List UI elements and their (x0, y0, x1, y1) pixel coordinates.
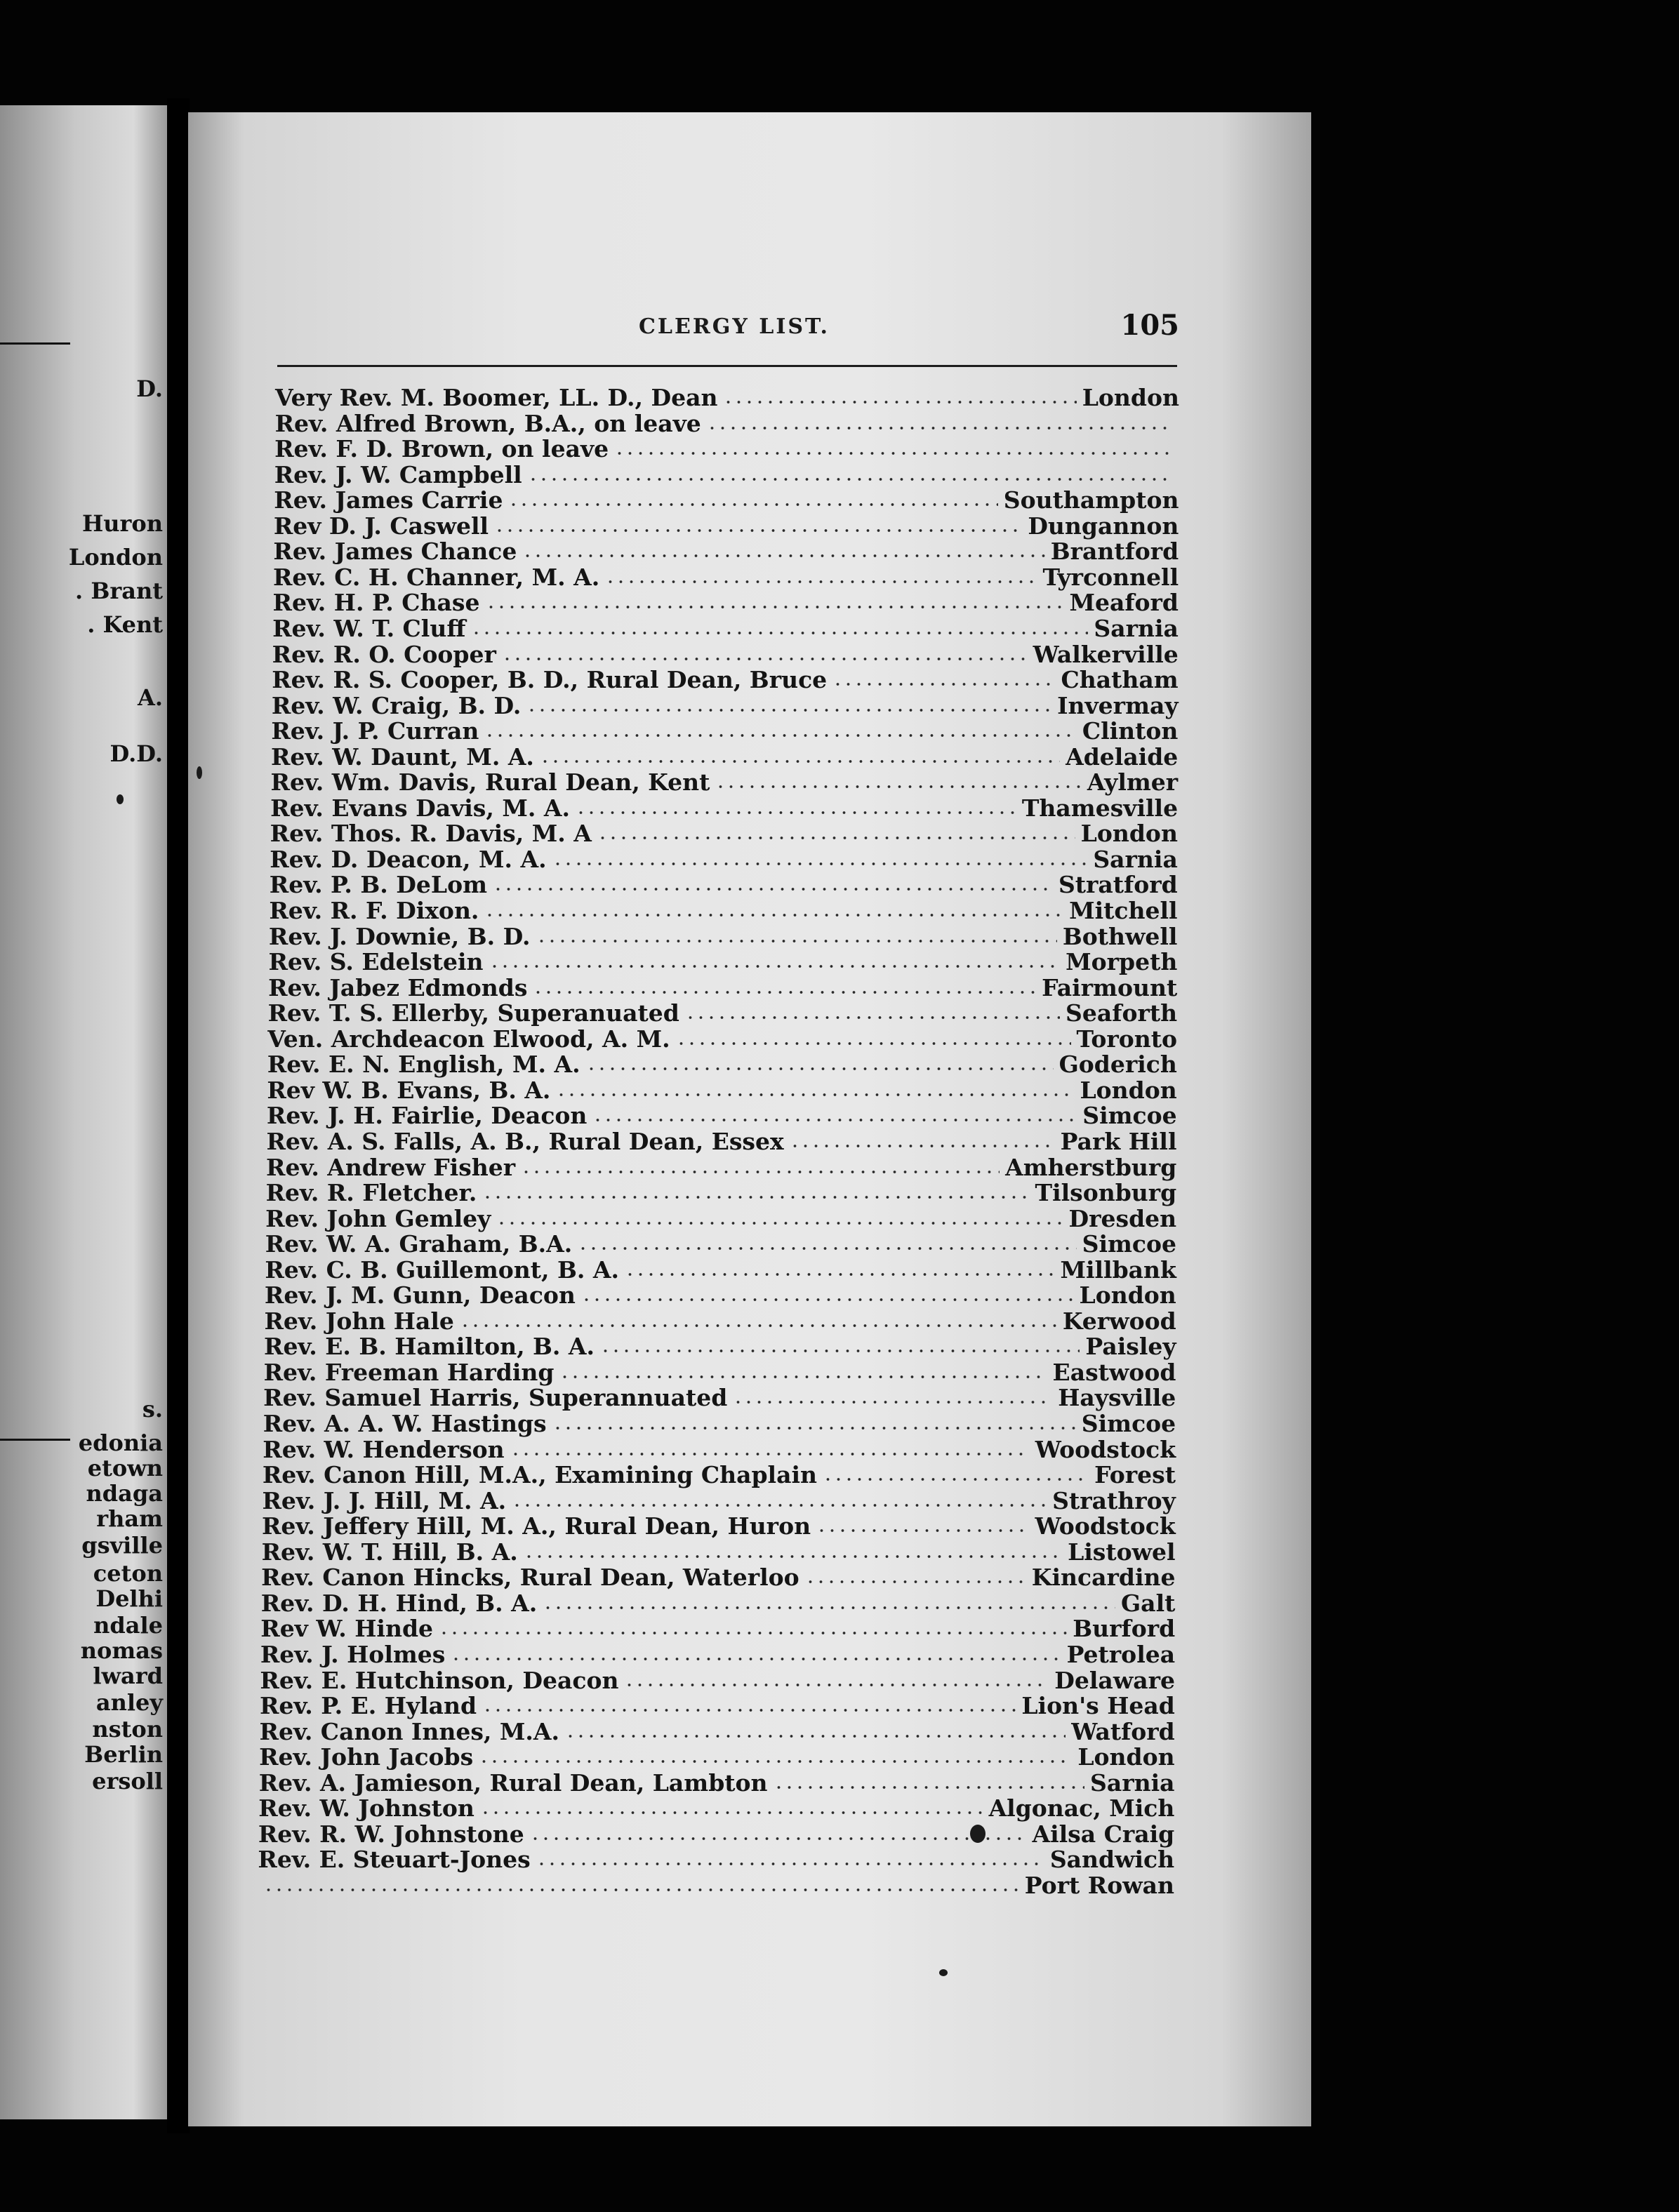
dot-leader (614, 451, 1174, 455)
parish-place: Clinton (1082, 717, 1179, 745)
left-page-text: etown (87, 1455, 163, 1481)
clergy-entry (274, 436, 1179, 462)
left-page-text: edonia (78, 1430, 163, 1456)
parish-place: Sarnia (1093, 845, 1178, 873)
dot-leader (484, 733, 1076, 738)
clergy-entry (260, 1667, 1175, 1693)
clergy-entry (266, 1154, 1176, 1180)
ink-speck (970, 1825, 985, 1843)
dot-leader (733, 1400, 1052, 1404)
parish-place: Algonac, Mich (988, 1794, 1175, 1823)
clergy-entry (265, 1206, 1176, 1232)
dot-leader (482, 1195, 1029, 1199)
dot-leader (521, 1170, 1000, 1174)
parish-place: Walkerville (1033, 640, 1179, 668)
clergy-entry (269, 949, 1178, 975)
clergy-entry (262, 1539, 1176, 1565)
dot-leader (624, 1683, 1049, 1687)
left-page-text: anley (95, 1689, 163, 1716)
clergy-name: Rev. James Chance (273, 538, 517, 566)
left-page-text: Delhi (95, 1585, 163, 1612)
clergy-entry (270, 820, 1178, 846)
dot-leader (486, 605, 1064, 609)
clergy-name: Rev. F. D. Brown, on leave (274, 435, 609, 463)
clergy-name: Rev. E. Hutchinson, Deacon (260, 1666, 619, 1694)
clergy-name: Rev. W. Craig, B. D. (271, 691, 522, 719)
dot-leader (540, 759, 1060, 764)
parish-place: Seaforth (1066, 999, 1178, 1027)
clergy-entry (268, 975, 1177, 1001)
parish-place: Goderich (1058, 1051, 1177, 1079)
clergy-name: Rev. W. Henderson (263, 1435, 505, 1463)
left-page-text: D.D. (109, 740, 163, 767)
clergy-name: Rev. J. M. Gunn, Deacon (264, 1281, 576, 1310)
dot-leader (496, 1221, 1063, 1225)
dot-leader (512, 1503, 1047, 1507)
clergy-name: Rev. W. A. Graham, B.A. (265, 1230, 573, 1258)
clergy-name: Rev. Freeman Harding (263, 1358, 555, 1386)
parish-place: Mitchell (1069, 897, 1178, 924)
parish-place: Strathroy (1052, 1486, 1176, 1514)
left-page-text: A. (138, 684, 163, 711)
running-head: CLERGY LIST. (639, 314, 830, 339)
parish-place: Fairmount (1042, 973, 1178, 1001)
parish-place: Paisley (1085, 1333, 1176, 1361)
dot-leader (510, 1452, 1030, 1456)
left-page-text: Berlin (84, 1741, 163, 1768)
clergy-name: Rev. A. Jamieson, Rural Dean, Lambton (258, 1768, 768, 1797)
left-page-text: ndale (93, 1612, 163, 1639)
dot-leader (508, 502, 997, 507)
clergy-entry (258, 1821, 1174, 1847)
page-number: 105 (1120, 309, 1179, 342)
clergy-entry (262, 1513, 1176, 1539)
left-page-text: London (68, 544, 163, 571)
clergy-name: Rev. D. H. Hind, B. A. (260, 1589, 538, 1617)
clergy-name: Rev. T. S. Ellerby, Superanuated (267, 999, 679, 1027)
dot-leader (707, 426, 1174, 430)
clergy-entry (265, 1231, 1176, 1257)
clergy-name: Rev. Wm. Davis, Rural Dean, Kent (270, 768, 710, 797)
parish-place: Thamesville (1021, 794, 1179, 822)
parish-place: Haysville (1058, 1384, 1176, 1412)
clergy-name: Rev. W. T. Cluff (272, 614, 466, 642)
parish-place: Millbank (1060, 1255, 1176, 1284)
dot-leader (522, 554, 1044, 558)
clergy-name: Rev. A. S. Falls, A. B., Rural Dean, Essex (266, 1127, 784, 1155)
left-page-text: gsville (81, 1532, 163, 1559)
clergy-name: Rev D. J. Caswell (273, 512, 489, 540)
clergy-entry (272, 667, 1178, 693)
dot-leader (460, 1324, 1057, 1328)
clergy-entry (274, 487, 1179, 513)
parish-place: Eastwood (1052, 1358, 1176, 1386)
clergy-entry (261, 1590, 1176, 1616)
clergy-entry (261, 1564, 1175, 1590)
parish-place: Sandwich (1049, 1846, 1175, 1874)
clergy-name: Rev. Samuel Harris, Superannuated (263, 1384, 728, 1412)
clergy-entry (267, 1102, 1177, 1128)
dot-leader (816, 1528, 1029, 1533)
parish-place: Simcoe (1082, 1102, 1177, 1130)
parish-place: Galt (1121, 1589, 1176, 1617)
dot-leader (790, 1144, 1055, 1148)
clergy-name: Rev. R. W. Johnstone (258, 1820, 524, 1848)
clergy-name: Rev. Alfred Brown, B.A., on leave (274, 409, 701, 437)
clergy-name: Rev. J. W. Campbell (274, 460, 522, 488)
parish-place: Kerwood (1062, 1307, 1176, 1335)
clergy-entry (263, 1462, 1176, 1488)
dot-leader (493, 887, 1053, 891)
dot-leader (543, 1606, 1115, 1610)
dot-leader (581, 1298, 1074, 1302)
clergy-entry (260, 1719, 1175, 1745)
left-page-text: nston (92, 1716, 163, 1743)
dot-leader (723, 400, 1076, 404)
left-page-text: . Brant (75, 578, 163, 604)
dot-leader (489, 964, 1061, 968)
clergy-entry (264, 1359, 1176, 1385)
clergy-entry (262, 1488, 1175, 1514)
parish-place: Toronto (1076, 1025, 1177, 1053)
clergy-entry (265, 1282, 1176, 1308)
clergy-name: Rev. Jeffery Hill, M. A., Rural Dean, Huron (262, 1512, 811, 1540)
clergy-name: Rev. R. Fletcher. (265, 1179, 477, 1207)
clergy-entry (264, 1333, 1176, 1359)
dot-leader (439, 1631, 1067, 1635)
clergy-name: Rev. R. S. Cooper, B. D., Rural Dean, Bruce (272, 666, 828, 694)
clergy-name: Rev W. Hinde (260, 1615, 434, 1643)
clergy-entry (269, 924, 1178, 950)
clergy-entry (271, 744, 1178, 770)
clergy-name: Rev. Evans Davis, M. A. (270, 794, 570, 822)
dot-leader (565, 1734, 1066, 1738)
dot-leader (625, 1272, 1054, 1277)
dot-leader (552, 1426, 1076, 1430)
parish-place: London (1082, 384, 1179, 411)
clergy-name: Rev. H. P. Chase (272, 589, 480, 617)
dot-leader (536, 939, 1057, 943)
parish-place: London (1077, 1743, 1175, 1771)
dot-leader (479, 1759, 1072, 1764)
clergy-entry (268, 1000, 1177, 1026)
clergy-name: Rev. E. B. Hamilton, B. A. (264, 1333, 595, 1361)
parish-place: Sarnia (1090, 1768, 1175, 1797)
ink-speck (117, 794, 124, 804)
parish-place: London (1080, 1076, 1177, 1104)
parish-place: Southampton (1003, 486, 1179, 514)
parish-place: Bothwell (1062, 922, 1178, 950)
dot-leader (263, 1888, 1019, 1892)
dot-leader (480, 1811, 983, 1815)
dot-leader (451, 1657, 1061, 1661)
parish-place: London (1080, 820, 1178, 848)
dot-leader (524, 1554, 1062, 1559)
clergy-entry (272, 641, 1179, 667)
dot-leader (832, 682, 1055, 686)
clergy-name: Rev. R. F. Dixon. (269, 897, 479, 924)
parish-place: Dungannon (1028, 512, 1179, 540)
dot-leader (823, 1477, 1089, 1481)
dot-leader (484, 913, 1063, 917)
left-page-text: Huron (82, 510, 163, 537)
clergy-entry (270, 872, 1178, 898)
parish-place: Aylmer (1087, 768, 1179, 797)
clergy-name: Rev. W. Daunt, M. A. (270, 742, 534, 771)
dot-leader (502, 657, 1028, 661)
dot-leader (600, 1349, 1080, 1353)
dot-leader (586, 1067, 1054, 1071)
clergy-entry (272, 615, 1179, 641)
parish-place: Watford (1071, 1717, 1175, 1745)
parish-place: Ailsa Craig (1032, 1820, 1175, 1848)
clergy-name: Rev. Canon Hincks, Rural Dean, Waterloo (261, 1564, 799, 1592)
clergy-name: Rev. W. Johnston (258, 1794, 474, 1823)
clergy-entry (271, 769, 1179, 795)
parish-place: Chatham (1061, 666, 1179, 694)
clergy-entry (273, 564, 1179, 590)
clergy-entry (270, 795, 1178, 821)
left-page-text: ndaga (86, 1480, 163, 1507)
dot-leader (805, 1580, 1026, 1584)
parish-place: Petrolea (1066, 1640, 1176, 1668)
clergy-name: Rev. Canon Innes, M.A. (259, 1717, 560, 1745)
left-page-text: lward (93, 1663, 163, 1689)
clergy-name: Rev. E. N. English, M. A. (267, 1051, 580, 1079)
dot-leader (597, 836, 1075, 840)
left-page-text: ceton (93, 1560, 163, 1587)
left-page-text: . Kent (87, 611, 163, 638)
clergy-name: Rev. C. B. Guillemont, B. A. (265, 1255, 619, 1284)
parish-place: Sarnia (1094, 614, 1179, 642)
clergy-entry (260, 1615, 1175, 1641)
clergy-entry (266, 1180, 1177, 1206)
clergy-entry (272, 693, 1179, 719)
parish-place: Port Rowan (1024, 1871, 1175, 1899)
clergy-entry (267, 1077, 1176, 1103)
parish-place: Woodstock (1035, 1435, 1176, 1463)
dot-leader (774, 1785, 1084, 1790)
clergy-name: Rev. S. Edelstein (268, 948, 484, 976)
dot-leader (685, 1015, 1060, 1020)
clergy-entry (270, 846, 1178, 872)
clergy-name: Rev. J. Downie, B. D. (268, 922, 531, 950)
clergy-name: Rev. John Jacobs (259, 1743, 474, 1771)
dot-leader (533, 990, 1036, 994)
clergy-entry (263, 1437, 1176, 1463)
clergy-name: Rev. P. E. Hyland (259, 1692, 477, 1720)
parish-place: Amherstburg (1005, 1153, 1177, 1181)
clergy-name: Rev. Jabez Edmonds (268, 973, 528, 1001)
dot-leader (482, 1708, 1016, 1712)
dot-leader (526, 708, 1051, 712)
clergy-name: Rev. E. Steuart-Jones (258, 1846, 531, 1874)
clergy-entry (271, 718, 1178, 744)
parish-place: Park Hill (1060, 1127, 1177, 1155)
clergy-entry (259, 1770, 1175, 1796)
dot-leader (494, 528, 1022, 533)
clergy-entry (260, 1693, 1175, 1719)
clergy-entry (265, 1257, 1176, 1283)
parish-place: Woodstock (1035, 1512, 1176, 1540)
parish-place: Morpeth (1066, 948, 1178, 976)
dot-leader (528, 477, 1174, 481)
parish-place: Dresden (1068, 1204, 1177, 1232)
parish-place: Tyrconnell (1042, 563, 1179, 591)
clergy-entry (258, 1872, 1174, 1898)
clergy-name: Rev. A. A. W. Hastings (263, 1410, 547, 1437)
clergy-entry (260, 1641, 1175, 1667)
parish-place: London (1079, 1281, 1176, 1310)
dot-leader (715, 785, 1082, 789)
left-page-text: D. (136, 375, 163, 402)
clergy-name: Rev. W. T. Hill, B. A. (261, 1538, 518, 1566)
left-page-text: ersoll (92, 1768, 163, 1794)
clergy-name: Ven. Archdeacon Elwood, A. M. (267, 1025, 670, 1053)
parish-place: Stratford (1058, 871, 1178, 899)
dot-leader (676, 1041, 1071, 1046)
parish-place: Listowel (1068, 1538, 1176, 1566)
parish-place: Lion's Head (1021, 1692, 1175, 1720)
clergy-name: Rev. D. Deacon, M. A. (270, 845, 547, 873)
parish-place: Forest (1094, 1461, 1176, 1489)
dot-leader (592, 1118, 1077, 1122)
clergy-entry (259, 1744, 1175, 1770)
dot-leader (605, 580, 1037, 584)
clergy-entry (274, 513, 1179, 539)
dot-leader (556, 1093, 1074, 1097)
clergy-entry (263, 1385, 1176, 1411)
clergy-name: Rev. R. O. Cooper (272, 640, 496, 668)
clergy-name: Rev. C. H. Channer, M. A. (272, 563, 600, 591)
clergy-name: Rev. P. B. DeLom (269, 871, 487, 899)
parish-place: Invermay (1057, 691, 1179, 719)
parish-place: Brantford (1050, 538, 1179, 566)
clergy-name: Rev. J. Holmes (260, 1640, 446, 1668)
clergy-name: Rev. J. H. Fairlie, Deacon (266, 1102, 588, 1130)
clergy-name: Rev. Thos. R. Davis, M. A (270, 820, 592, 848)
dot-leader (530, 1837, 1027, 1841)
clergy-name: Rev. Canon Hill, M.A., Examining Chaplain (262, 1461, 818, 1489)
clergy-entry (273, 538, 1179, 564)
dot-leader (471, 631, 1088, 635)
clergy-name: Rev. John Hale (264, 1307, 454, 1335)
clergy-name: Rev W. B. Evans, B. A. (267, 1076, 551, 1104)
parish-place: Simcoe (1082, 1230, 1177, 1258)
clergy-name: Rev. John Gemley (265, 1204, 491, 1232)
clergy-entry (263, 1411, 1176, 1437)
dot-leader (536, 1862, 1044, 1866)
left-page-text: nomas (80, 1637, 163, 1664)
ink-speck (939, 1969, 948, 1976)
clergy-entry (258, 1795, 1174, 1821)
clergy-name: Rev. J. P. Curran (271, 717, 479, 745)
parish-place: Kincardine (1031, 1564, 1176, 1592)
dot-leader (559, 1375, 1047, 1379)
clergy-name: Very Rev. M. Boomer, LL. D., Dean (275, 384, 718, 411)
clergy-entry (267, 1051, 1177, 1077)
parish-place: Meaford (1069, 589, 1179, 617)
dot-leader (578, 1246, 1076, 1251)
parish-place: Delaware (1054, 1666, 1175, 1694)
clergy-entry (275, 385, 1179, 411)
parish-place: Tilsonburg (1035, 1179, 1177, 1207)
parish-place: Adelaide (1066, 742, 1179, 771)
parish-place: Burford (1073, 1615, 1176, 1643)
clergy-entry (267, 1026, 1177, 1052)
clergy-name: Rev. Andrew Fisher (266, 1153, 516, 1181)
clergy-entry (258, 1846, 1174, 1872)
clergy-entry (266, 1128, 1176, 1154)
clergy-entry (275, 411, 1179, 437)
clergy-entry (273, 589, 1179, 615)
clergy-name: Rev. James Carrie (274, 486, 503, 514)
left-page-text: rham (96, 1505, 163, 1532)
clergy-entry (274, 462, 1179, 488)
clergy-name: Rev. J. J. Hill, M. A. (262, 1486, 507, 1514)
clergy-entry (264, 1308, 1176, 1334)
clergy-entry (269, 898, 1177, 924)
left-page-text: s. (142, 1396, 163, 1423)
dot-leader (576, 811, 1016, 815)
parish-place: Simcoe (1081, 1410, 1176, 1437)
ink-speck (197, 766, 202, 779)
dot-leader (552, 862, 1088, 866)
